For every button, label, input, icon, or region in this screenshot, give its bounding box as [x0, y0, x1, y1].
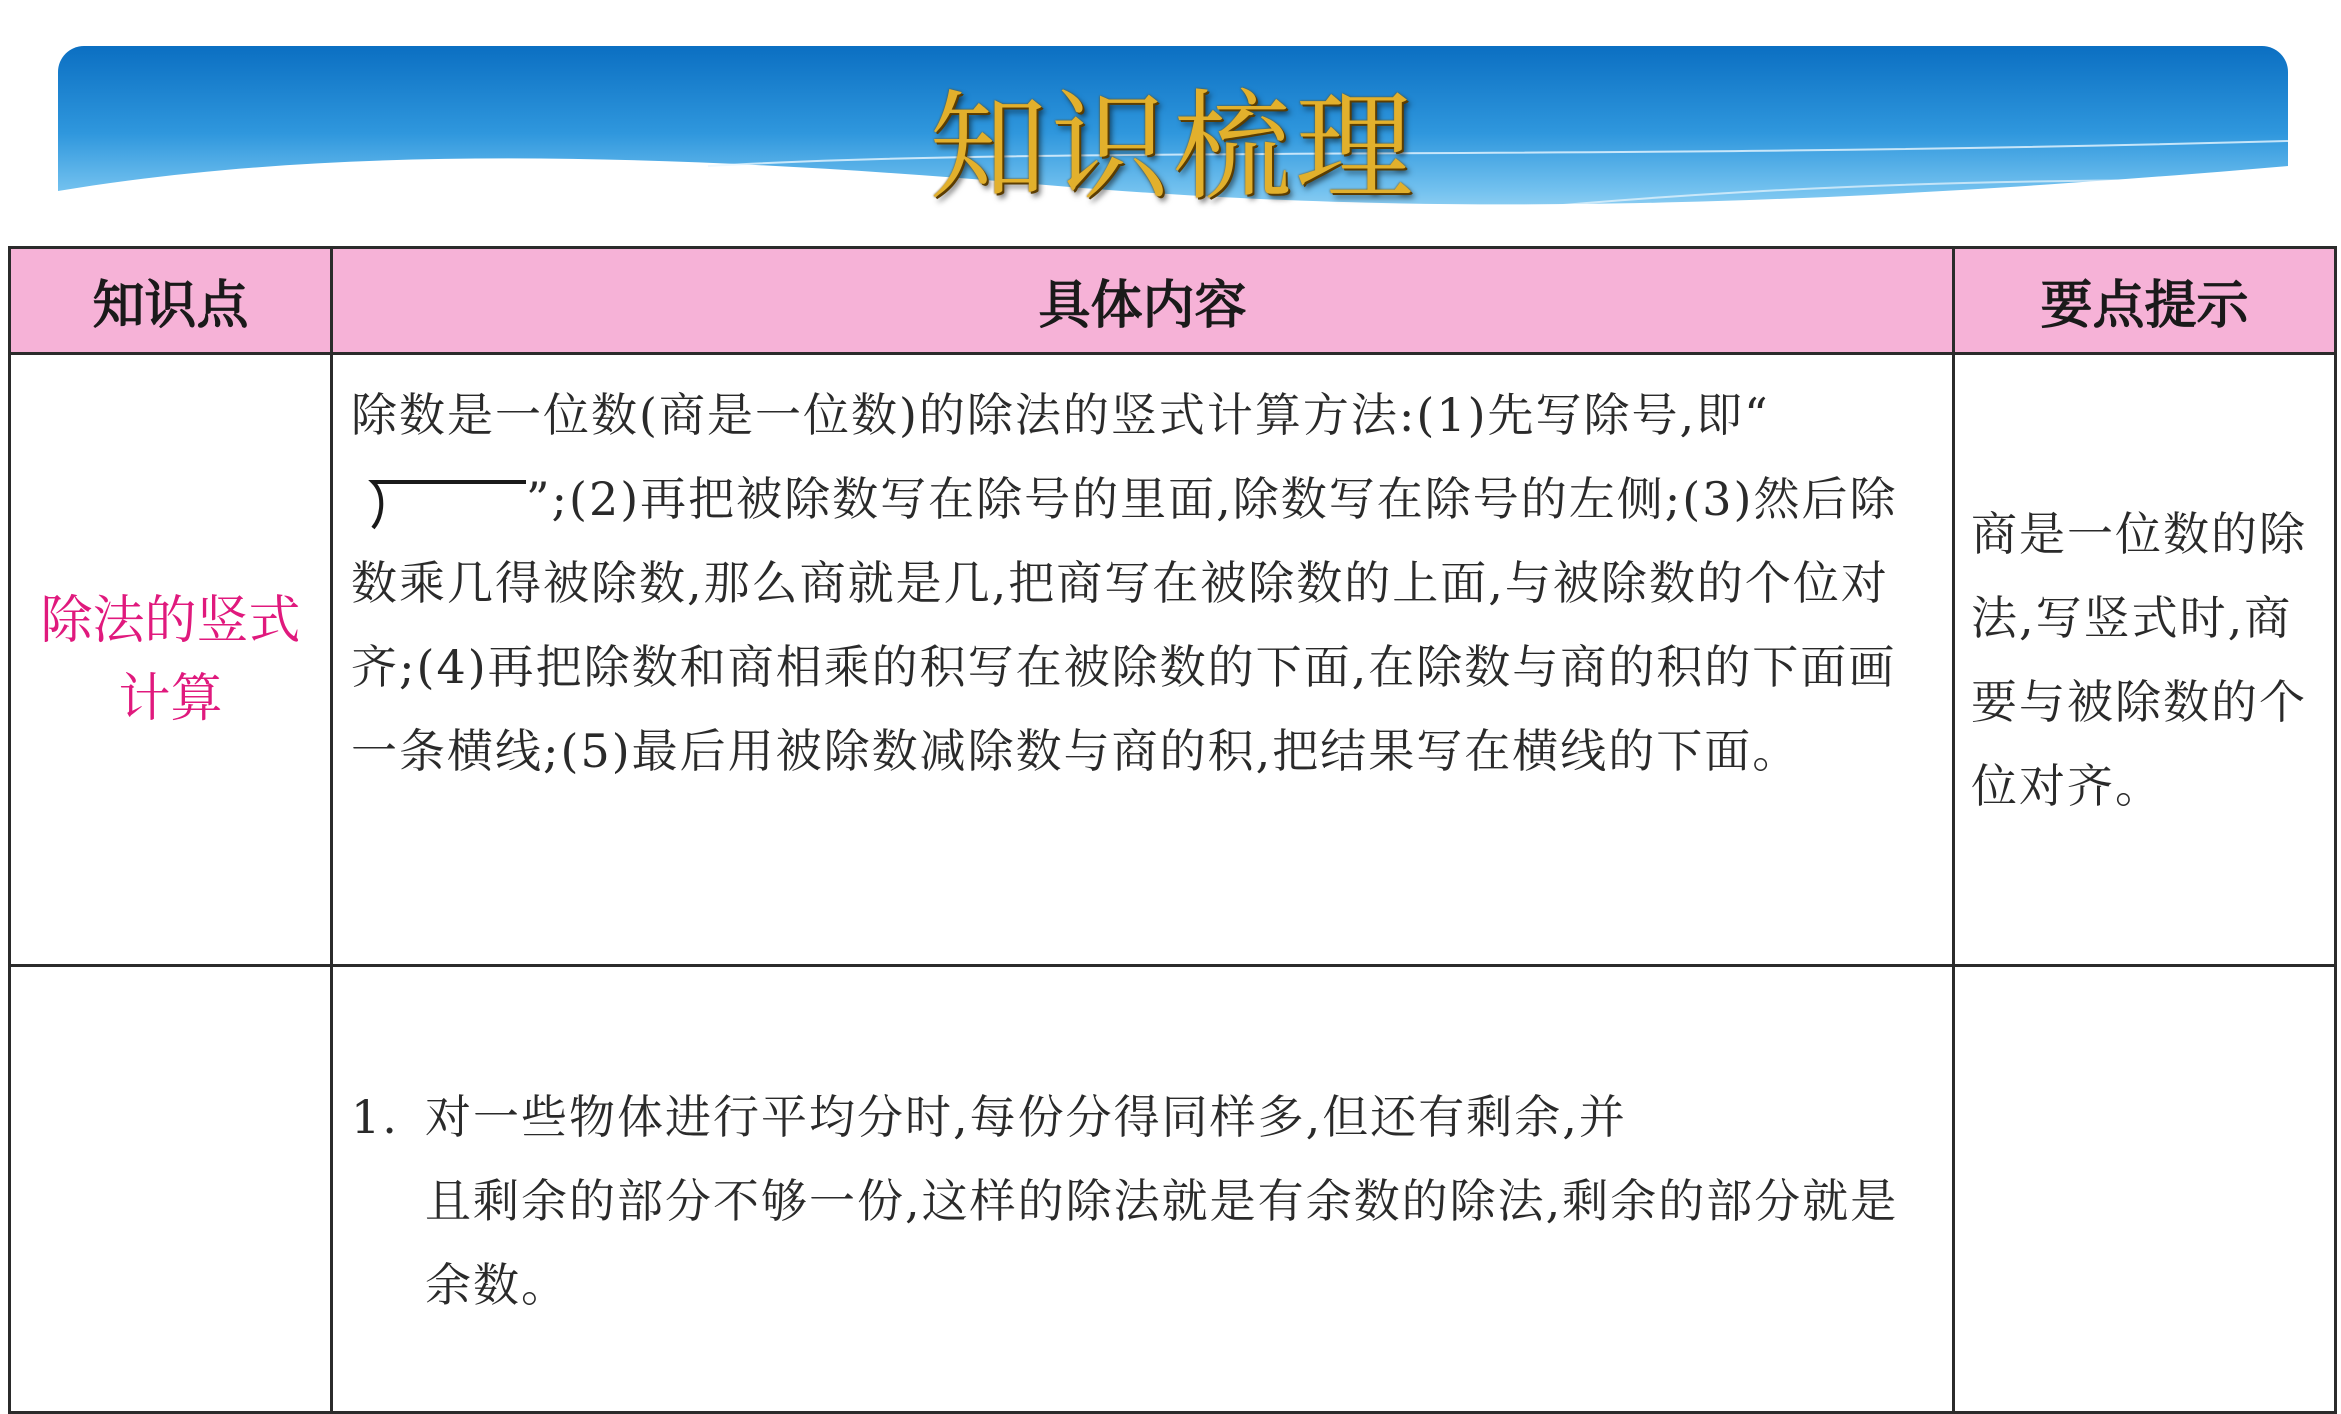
- table-row: [10, 354, 2336, 966]
- topic-cell: [10, 966, 332, 1413]
- content-text: 且剩余的部分不够一份,这样的除法就是有余数的除法,剩余的部分就是余数。: [425, 1174, 1899, 1312]
- content-cell: [332, 966, 1954, 1413]
- topic-line: 计算: [118, 668, 223, 729]
- item-number: 1.: [351, 1090, 399, 1144]
- column-header-topic: 知识点: [10, 248, 332, 354]
- topic-cell: [10, 354, 332, 966]
- topic-line: 除法的竖式: [40, 590, 301, 651]
- title-banner: [58, 46, 2288, 240]
- table-row: [10, 966, 2336, 1413]
- content-text: 对一些物体进行平均分时,每份分得同样多,但还有剩余,并: [425, 1090, 1627, 1144]
- tip-cell: [1954, 966, 2336, 1413]
- content-text: 除数是一位数(商是一位数)的除法的竖式计算方法:(1)先写除号,即“: [351, 388, 1770, 442]
- page-title: 知识梳理: [928, 78, 1417, 216]
- column-header-tips: 要点提示: [1954, 248, 2336, 354]
- long-division-bracket-icon: [351, 476, 526, 530]
- knowledge-table: [8, 246, 2337, 1414]
- content-text: ”;(2)再把被除数写在除号的里面,除数写在除号的左侧;(3)然后除数乘几得被除数,那么商就是几,把商写在被除数的上面,与被除数的个位对齐;(4)再把除数和商相乘的积写在被除数的下面,在除数与商的积的下面画一条横线;(5)最后用被除数减除数与商的积,把结果写在横线的下面。: [351, 472, 1898, 778]
- column-header-content: 具体内容: [332, 248, 1954, 354]
- tip-cell: 商是一位数的除法,写竖式时,商要与被除数的个位对齐。: [1954, 354, 2336, 966]
- content-cell: [332, 354, 1954, 966]
- table-header-row: [10, 248, 2336, 354]
